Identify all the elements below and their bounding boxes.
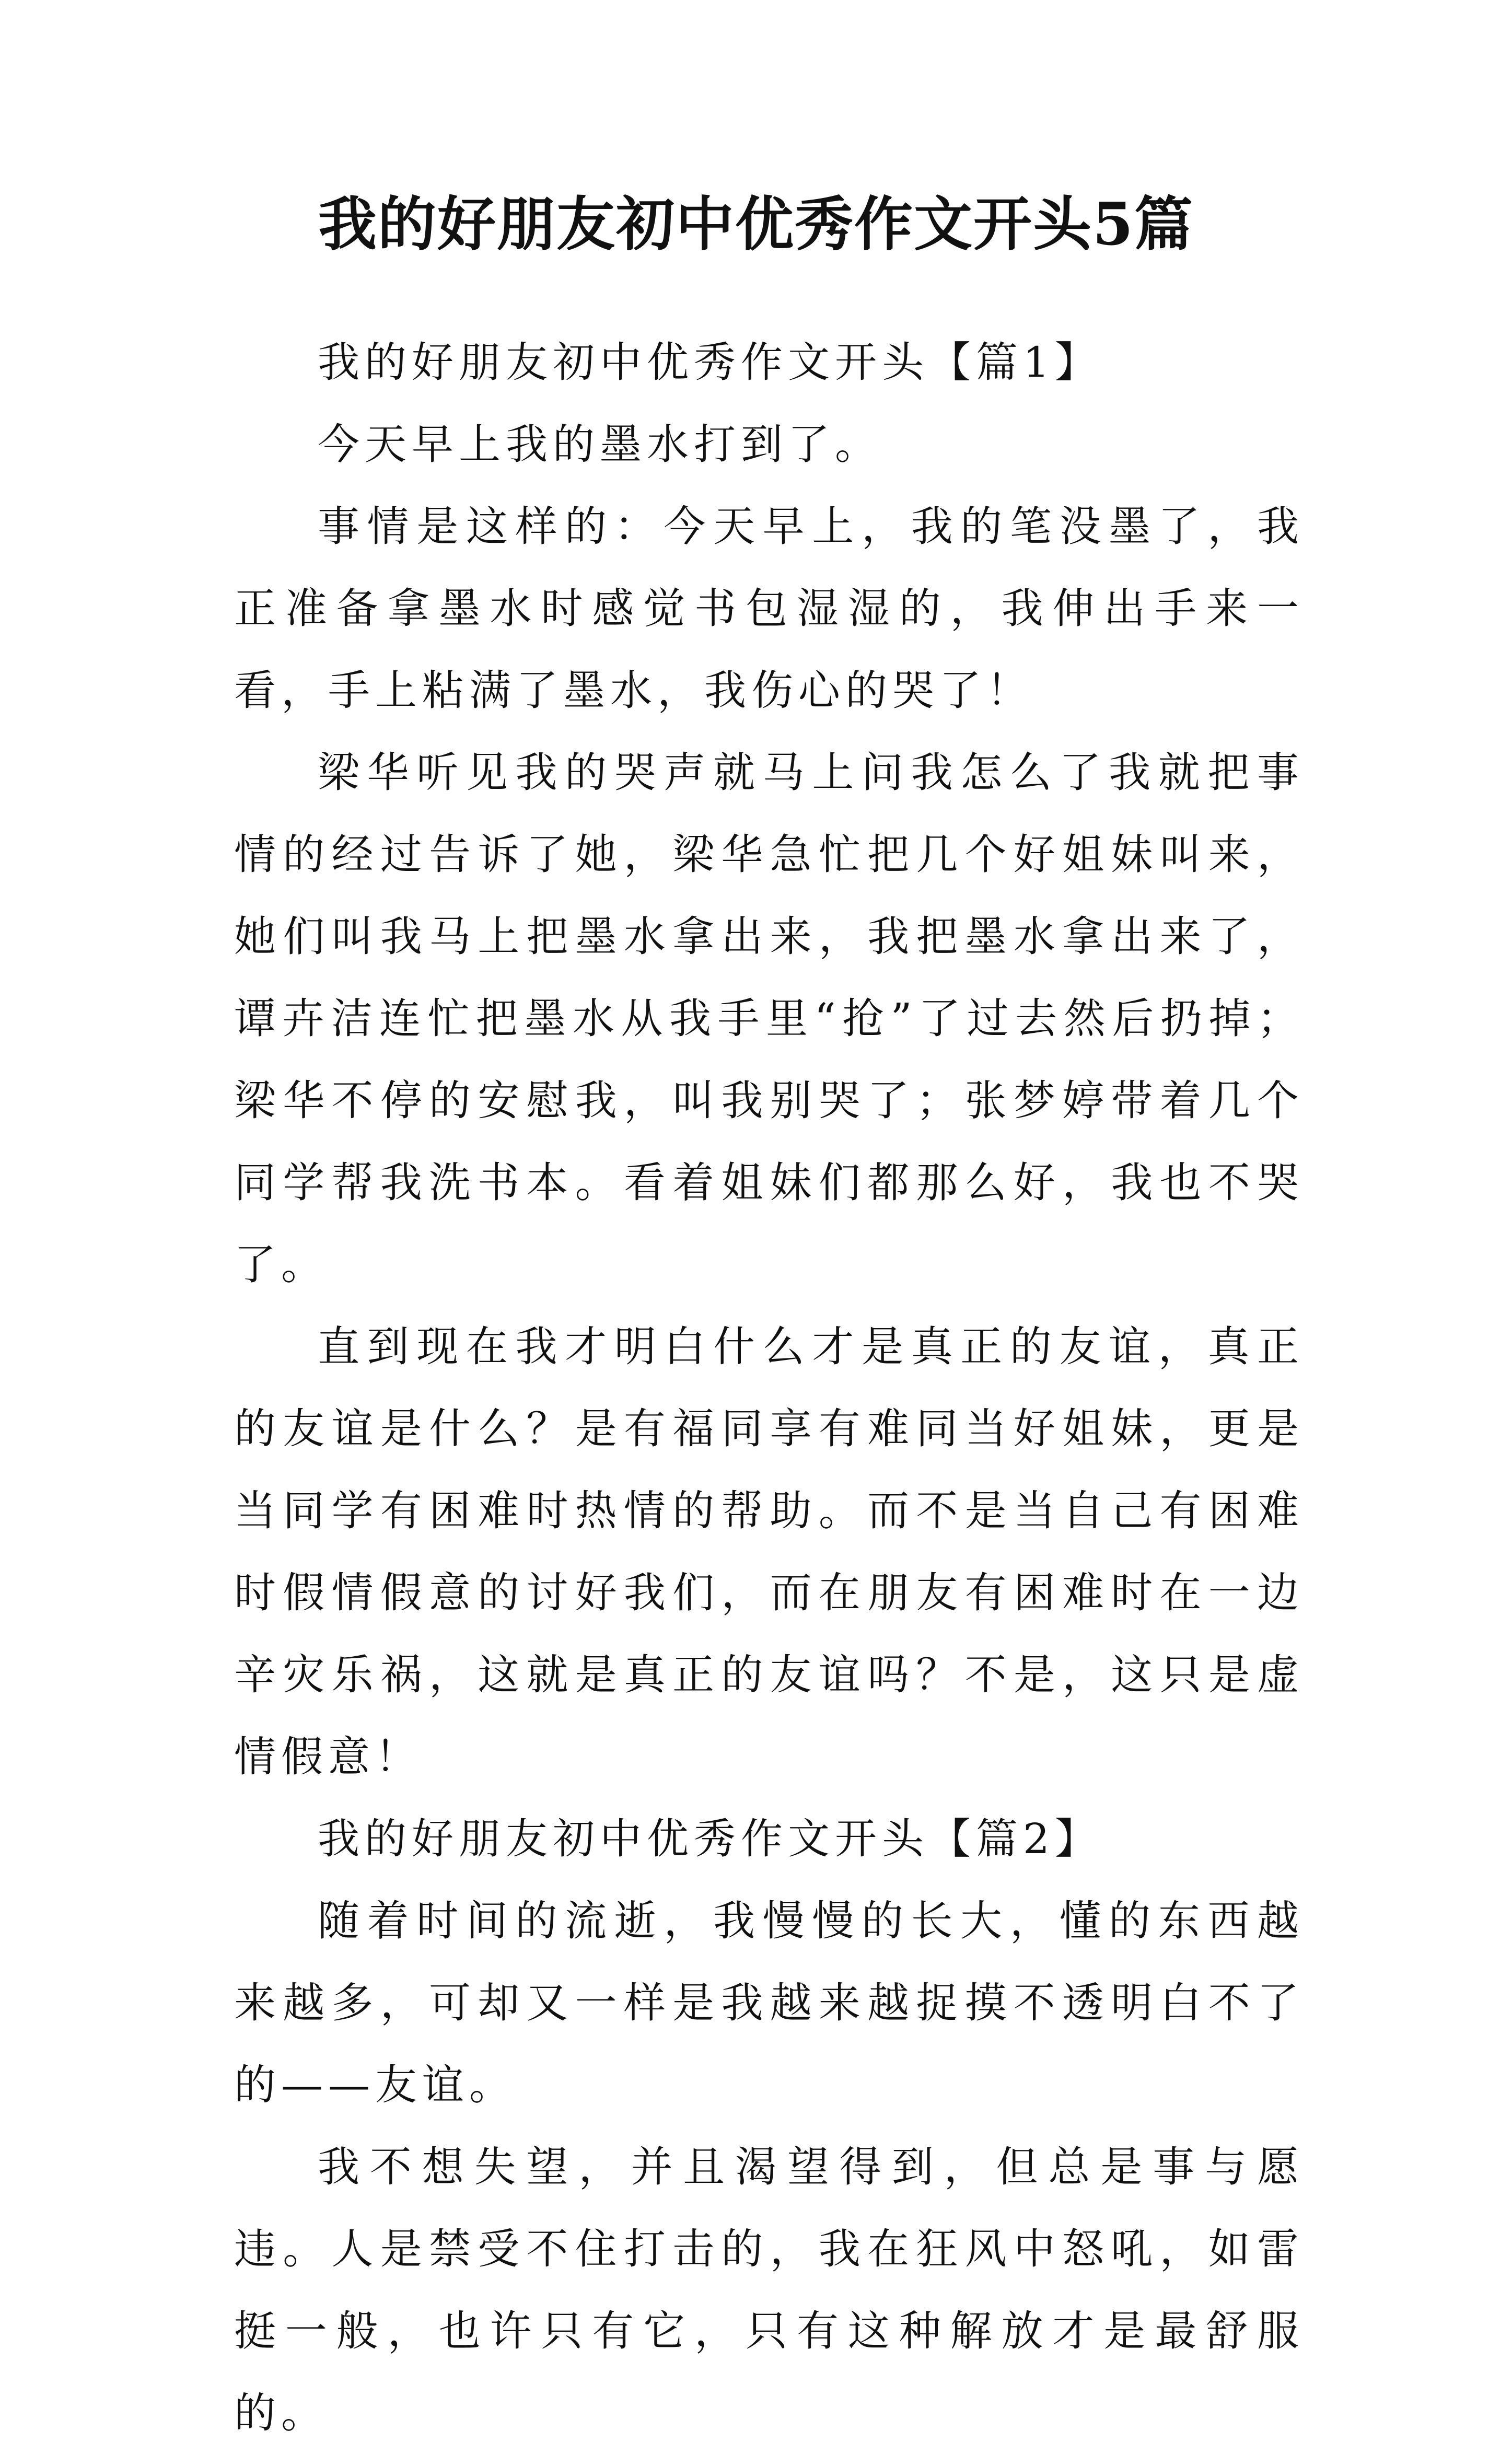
paragraph: 事情是这样的：今天早上，我的笔没墨了，我正准备拿墨水时感觉书包湿湿的，我伸出手来一看，手上粘满了墨水，我伤心的哭了！ bbox=[234, 502, 1304, 715]
document-body bbox=[234, 321, 1304, 2454]
section-heading-1: 我的好朋友初中优秀作文开头【篇1】 bbox=[318, 338, 1102, 387]
paragraph: 我不想失望，并且渴望得到，但总是事与愿违。人是禁受不住打击的，我在狂风中怒吼，如雷挺一般，也许只有它，只有这种解放才是最舒服的。 bbox=[234, 2143, 1304, 2437]
paragraph: 梁华听见我的哭声就马上问我怎么了我就把事情的经过告诉了她，梁华急忙把几个好姐妹叫来，她们叫我马上把墨水拿出来，我把墨水拿出来了，谭卉洁连忙把墨水从我手里“抢”了过去然后扔掉；梁华不停的安慰我，叫我别哭了；张梦婷带着几个同学帮我洗书本。看着姐妹们都那么好，我也不哭了。 bbox=[234, 748, 1304, 1289]
section-heading-2: 我的好朋友初中优秀作文开头【篇2】 bbox=[318, 1815, 1102, 1863]
paragraph: 直到现在我才明白什么才是真正的友谊，真正的友谊是什么？是有福同享有难同当好姐妹，更是当同学有困难时热情的帮助。而不是当自己有困难时假情假意的讨好我们，而在朋友有困难时在一边辛灾乐祸，这就是真正的友谊吗？不是，这只是虚情假意！ bbox=[234, 1322, 1304, 1781]
paragraph: 今天早上我的墨水打到了。 bbox=[318, 420, 882, 469]
document-title: 我的好朋友初中优秀作文开头5篇 bbox=[318, 190, 1194, 259]
paragraph: 随着时间的流逝，我慢慢的长大，懂的东西越来越多，可却又一样是我越来越捉摸不透明白不了的——友谊。 bbox=[234, 1897, 1304, 2109]
